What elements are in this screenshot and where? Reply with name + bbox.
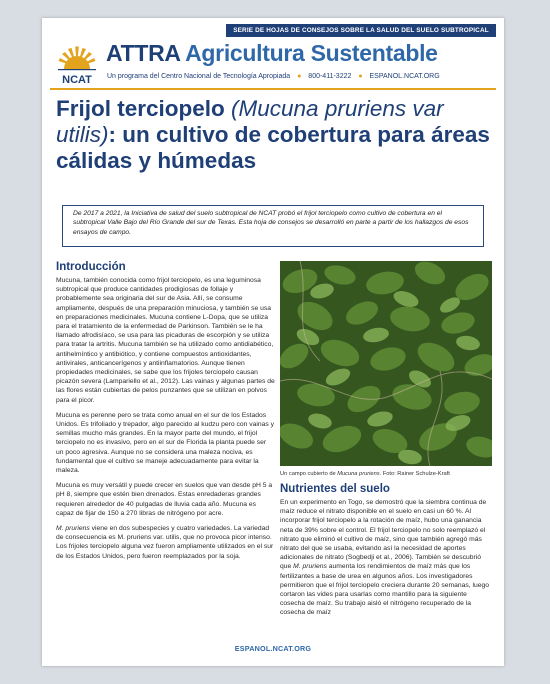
photo-caption	[280, 470, 492, 478]
brand-attra: ATTRA	[106, 40, 180, 66]
brand-subtitle: Agricultura Sustentable	[185, 40, 438, 66]
foliage-image	[280, 261, 492, 466]
title-part-1: Frijol terciopelo	[56, 96, 232, 121]
caption-prefix: Un campo cubierto de	[280, 471, 338, 477]
page-title	[56, 96, 496, 174]
header-divider	[50, 88, 496, 90]
paragraph: Mucuna es muy versátil y puede crecer en suelos que van desde pH 5 a pH 8, siempre que estén bien drenados. Estas enredaderas grandes requieren alrededor de 40 pulgadas de lluvia cada año. Mucuna es capaz de fijar de 150 a 270 libras de nitrógeno por acre.	[56, 482, 273, 517]
ncat-sun-logo	[56, 46, 98, 90]
brand-title	[106, 40, 438, 67]
paragraph: Mucuna es perenne pero se trata como anual en el sur de los Estados Unidos. Es trifoliado y trepador, algo parecido al kudzu pero con vainas y semillas mucho más grandes. En la mayor parte del mundo, el frijol terciopelo no es invasivo, pero en el sur de Florida la planta puede ser un poco agresiva. Aunque no se considera una maleza nociva, es fundamental que el cultivo se maneje adecuadamente para evitar la maleza.	[56, 411, 275, 475]
paragraph	[280, 498, 492, 618]
tagline: Un programa del Centro Nacional de Tecnología Apropiada	[107, 73, 291, 80]
website-link[interactable]: ESPANOL.NCAT.ORG	[369, 73, 440, 80]
left-column	[56, 261, 275, 567]
caption-species: Mucuna pruriens	[337, 471, 380, 477]
paragraph	[56, 524, 275, 561]
velvet-bean-field-photo	[280, 261, 492, 466]
phone-number[interactable]: 800-411-3222	[308, 73, 352, 80]
right-column	[280, 261, 492, 624]
intro-box: De 2017 a 2021, la Iniciativa de salud del suelo subtropical de NCAT probó el frijol terciopelo como cultivo de cobertura en el subtropical Valle Bajo del Río Grande del sur de Texas. Esta hoja de consejos se desarrolló en parte a partir de los hallazgos de esos ensayos de campo.	[62, 205, 484, 247]
footer-url[interactable]: ESPANOL.NCAT.ORG	[234, 644, 312, 653]
paragraph-text: aumenta los rendimientos de maíz más que los fertilizantes a base de urea en algunos años. Los investigadores permitieron que el frijol terciopelo creciera durante 20 semanas, luego cortaron las vides para usarlas como mantillo para la siguiente cosecha de maíz. Su trabajo aisló el nitrógeno recuperado de la cosecha de maíz	[280, 563, 489, 617]
section-heading-nutrientes: Nutrientes del suelo	[280, 483, 390, 495]
paragraph-text: viene en dos subespecies y cuatro variedades. La variedad de consecuencia es M. pruriens var. utilis, que no provoca picor intenso. Los frijoles terciopelo alguna vez fueron ampliamente utilizados en el sur de los Estados Unidos, pero fueron reemplazados por la soja.	[56, 525, 274, 560]
bullet-icon: ●	[358, 73, 363, 80]
document-page	[42, 18, 504, 666]
paragraph: Mucuna, también conocida como frijol terciopelo, es una leguminosa subtropical que produce cantidades prodigiosas de follaje y probablemente sea originaria del sur de Asia. Allí, se consume ampliamente, después de una preparación minuciosa, y también se usa en preparaciones medicinales. Mucuna contiene L-Dopa, que se utiliza para el tratamiento de la enfermedad de Parkinson. También se le ha llamado afrodisíaco, se usa para las picaduras de escorpión y se utiliza para tratar la artritis. Mucuna también se ha utilizado como antidiabético, antihelmíntico y antibiótico, y contiene compuestos antioxidantes, antivirales, anticancerígenos y antiinflamatorios. Aunque tienen propiedades medicinales, se sabe que los frijoles terciopelo causan picazón severa (Lampariello et al., 2012). Las vainas y algunas partes de las flores están cubiertas de pelos punzantes que se utilizan en polvos para el picor.	[56, 277, 275, 404]
title-scientific-name: (Mucuna pruriens var utilis)	[56, 96, 444, 147]
paragraph-text: En un experimento en Togo, se demostró que la siembra continua de maíz reduce el nitrato disponible en el suelo en casi un 60 %. Al incorporar frijol terciopelo a la rotación de maíz, hubo una ganancia neta de 39% sobre el control. El frijol terciopelo no solo reemplazó el nitrato que eliminó el cultivo de maíz, sino que también agregó más nitrato del que se usaba, evitando así la necesidad de aportes adicionales de nitrato (Sogbedji et al., 2006). También se descubrió que	[280, 499, 487, 571]
caption-suffix: . Foto: Rainer Schulze-Kraft	[379, 471, 450, 477]
italic-species: M. pruriens	[56, 525, 90, 533]
bullet-icon: ●	[297, 73, 302, 80]
tagline-row	[107, 73, 440, 80]
title-part-2: : un cultivo de cobertura para áreas cálidas y húmedas	[56, 122, 490, 173]
series-banner: SERIE DE HOJAS DE CONSEJOS SOBRE LA SALUD DEL SUELO SUBTROPICAL	[226, 24, 496, 37]
logo-text: NCAT	[62, 74, 92, 86]
italic-species: M. pruriens	[293, 563, 327, 571]
section-heading-introduccion: Introducción	[56, 261, 126, 273]
